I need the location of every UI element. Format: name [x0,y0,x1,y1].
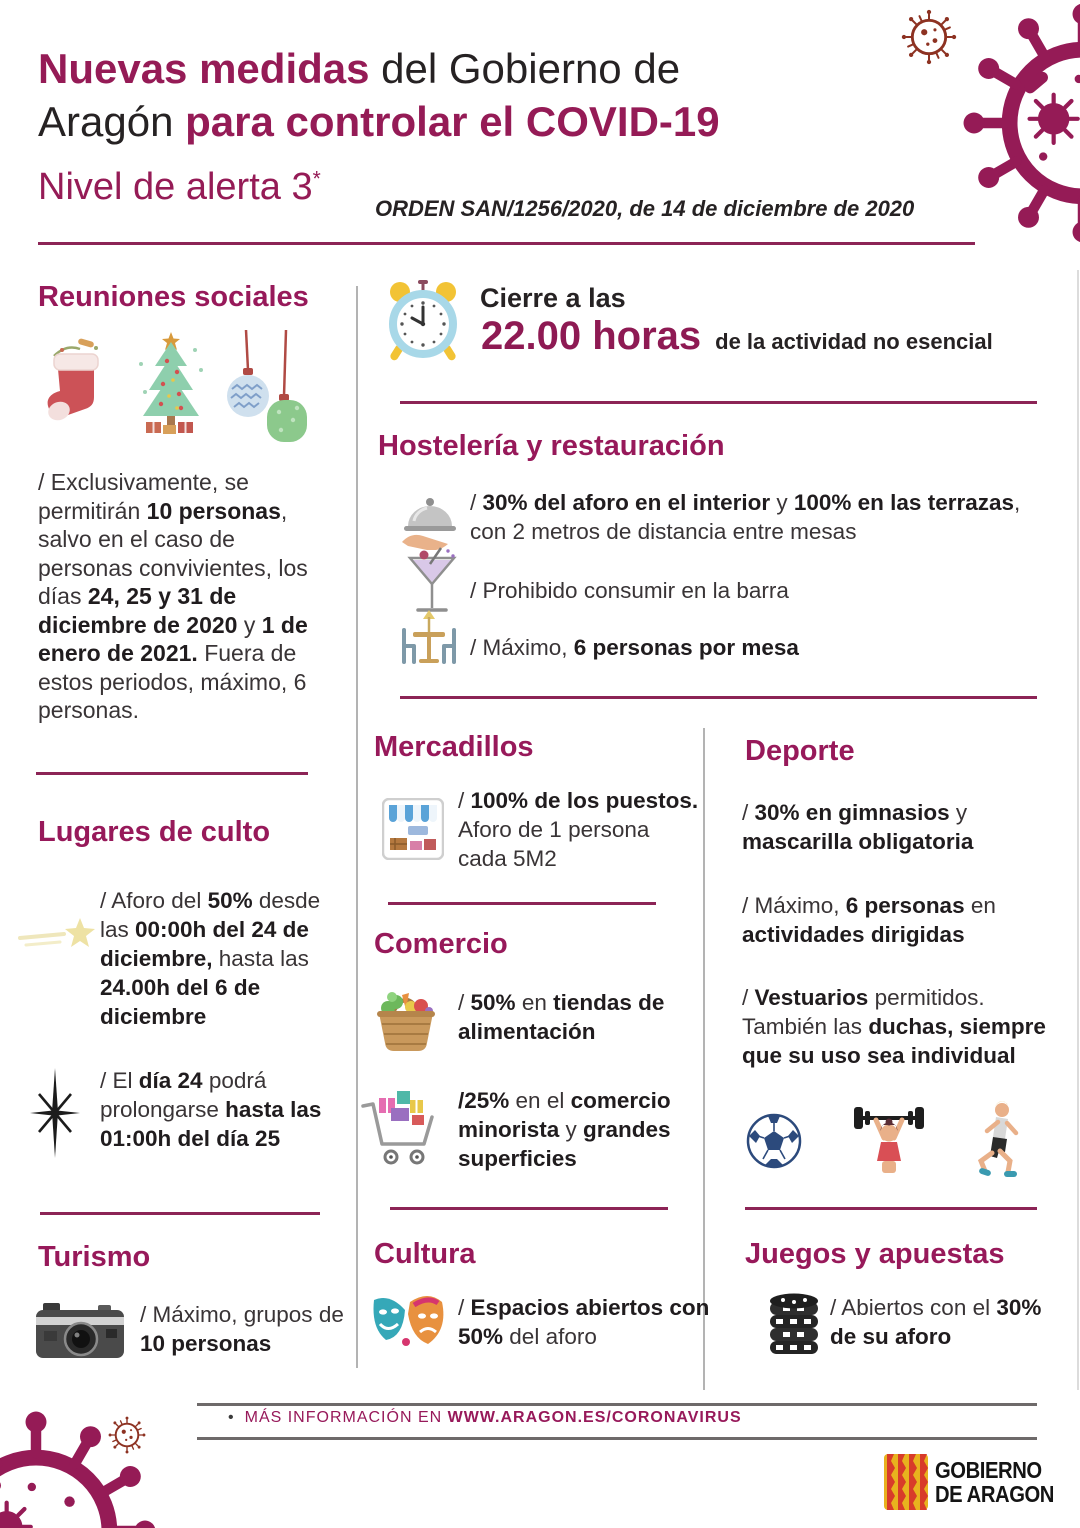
logo-text [935,1458,1054,1506]
camera-icon [34,1300,126,1362]
page-title-line2: Aragón para controlar el COVID-19 [38,98,720,145]
left-divider-1 [36,772,308,775]
section-title-reuniones: Reuniones sociales [38,281,309,313]
lugares-bullet-2: / El día 24 podrá prolongarse hasta las 01:00h del día 25 [100,1068,322,1151]
deporte-bullet-2: / Máximo, 6 personas en actividades dirigidas [742,893,996,947]
alarm-clock-icon [383,276,463,366]
hosteleria-bullet-1: / 30% del aforo en el interior y 100% en las terrazas, con 2 metros de distancia entre mesas [470,490,1021,544]
order-reference: ORDEN SAN/1256/2020, de 14 de diciembre de 2020 [375,196,915,221]
alert-level: Nivel de alerta 3* [38,166,321,208]
closure-detail: de la actividad no esencial [715,329,993,354]
closure-time: 22.00 horas [481,314,702,358]
section-title-lugares: Lugares de culto [38,816,271,848]
cultura-bullet: / Espacios abiertos con 50% del aforo [458,1295,710,1349]
theatre-masks-icon [370,1288,448,1354]
deporte-rule [745,1207,1037,1210]
christmas-tree-icon [133,330,209,436]
hosteleria-bullet-2: / Prohibido consumir en la barra [470,578,789,603]
comercio-rule [390,1207,668,1210]
page-title-line1: Nuevas medidas del Gobierno de [38,45,681,92]
column-divider-middle [703,728,705,1390]
closure-row [481,314,993,359]
shopping-cart-icon [360,1086,442,1172]
footer-bullet: • [228,1409,235,1426]
deporte-bullet-1: / 30% en gimnasios y mascarilla obligatoria [742,800,974,854]
section-title-deporte: Deporte [745,735,855,767]
grocery-basket-icon [372,980,440,1054]
column-divider-left [356,286,358,1368]
section-title-hosteleria: Hostelería y restauración [378,430,725,462]
section-title-mercadillos: Mercadillos [374,731,534,763]
hosteleria-bullet-3: / Máximo, 6 personas por mesa [470,635,799,660]
logo-line2: DE ARAGON [935,1481,1054,1507]
header-rule [38,242,975,245]
reuniones-body: / Exclusivamente, se permitirán 10 personas, salvo en el caso de personas convivientes, los días 24, 25 y 31 de diciembre de 2020 y 1 de enero de 2021. Fuera de estos periodos, máximo, 6 personas. [38,469,308,723]
footer-rule-top [197,1403,1037,1406]
footer-info-text: MÁS INFORMACIÓN EN WWW.ARAGON.ES/CORONAVIRUS [244,1409,742,1426]
comercio-bullet-2: /25% en el comercio minorista y grandes superficies [458,1088,671,1171]
section-title-turismo: Turismo [38,1241,151,1273]
section-title-cultura: Cultura [374,1238,476,1270]
deporte-bullet-3: / Vestuarios permitidos. También las duchas, siempre que su uso sea individual [742,985,1046,1068]
gobierno-aragon-logo [883,1453,1070,1511]
cloche-icon [398,490,462,550]
soccer-ball-icon [745,1112,803,1170]
virus-outline-icon-footer [106,1414,148,1456]
virus-icon [952,0,1080,254]
closure-rule [400,401,1037,404]
shooting-star-icon [18,916,100,952]
christmas-baubles-icon [223,330,309,446]
lugares-bullet-1: / Aforo del 50% desde las 00:00h del 24 de diciembre, hasta las 24.00h del 6 de diciembre [100,888,321,1029]
juegos-bullet: / Abiertos con el 30% de su aforo [830,1295,1042,1349]
mercadillos-rule [388,902,656,905]
runner-icon [962,1100,1026,1180]
section-title-juegos: Juegos y apuestas [745,1238,1005,1270]
weightlifter-icon [852,1102,926,1182]
hosteleria-rule [400,696,1037,699]
table-chairs-icon [392,610,466,674]
market-stall-icon [382,798,444,860]
bethlehem-star-icon [26,1066,84,1160]
turismo-bullet: / Máximo, grupos de 10 personas [140,1302,344,1356]
comercio-bullet-1: / 50% en tiendas de alimentación [458,990,665,1044]
mercadillos-bullet: / 100% de los puestos. Aforo de 1 persona cada 5M2 [458,788,699,871]
page-edge-line [1077,270,1079,1390]
left-divider-2 [40,1212,320,1215]
christmas-stocking-icon [44,336,106,434]
footer-info [228,1409,742,1427]
section-title-comercio: Comercio [374,928,508,960]
logo-line1: GOBIERNO [935,1457,1042,1483]
virus-outline-icon [898,6,960,68]
closure-intro: Cierre a las [480,283,626,313]
aragon-shield-icon [883,1453,929,1511]
poker-chips-icon [763,1288,825,1358]
footer-rule-bottom [197,1437,1037,1440]
